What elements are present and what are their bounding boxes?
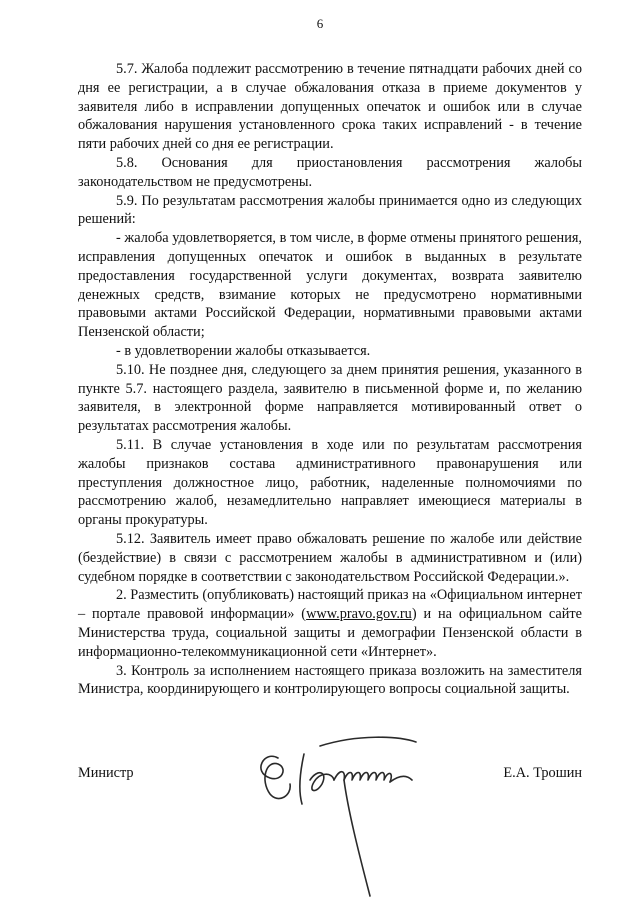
paragraph-5-12: 5.12. Заявитель имеет право обжаловать решение по жалобе или действие (бездействие) в связи с рассмотрением жалобы в административном и (или) судебном порядке в соответствии с законодательством Российской Федерации.». (78, 530, 582, 585)
document-body (78, 60, 582, 699)
handwritten-signature-icon (248, 720, 428, 900)
signatory-title: Министр (78, 765, 134, 781)
paragraph-5-7: 5.7. Жалоба подлежит рассмотрению в течение пятнадцати рабочих дней со дня ее регистрации, а в случае обжалования отказа в приеме документов у заявителя либо в исправлении допущенных опечаток и ошибок или в случае обжалования нарушения установленного срока таких исправлений - в течение пяти рабочих дней со дня ее регистрации. (78, 61, 582, 153)
paragraph-5-8: 5.8. Основания для приостановления рассмотрения жалобы законодательством не предусмотрены. (78, 154, 582, 190)
signature-block (78, 720, 582, 900)
page-number: 6 (316, 16, 324, 31)
pravo-link[interactable]: www.pravo.gov.ru (306, 606, 412, 623)
paragraph-5-10: 5.10. Не позднее дня, следующего за днем принятия решения, указанного в пункте 5.7. настоящего раздела, заявителю в письменной форме и, по желанию заявителя, в электронной форме направляется мотивированный ответ о результатах рассмотрения жалобы. (78, 361, 582, 435)
paragraph-5-9-option-refused: - в удовлетворении жалобы отказывается. (116, 342, 371, 359)
paragraph-2 (78, 586, 582, 661)
paragraph-2-text-before: 2. Разместить (опубликовать) настоящий приказ на «Официальном интернет – портале правовой информации» ( (78, 587, 582, 623)
paragraph-2-text-after: ) и на официальном сайте Министерства труда, социальной защиты и демографии Пензенской области в информационно-телекоммуникационной сети «Интернет». (78, 606, 582, 660)
paragraph-5-9: 5.9. По результатам рассмотрения жалобы принимается одно из следующих решений: (78, 192, 582, 228)
paragraph-3: 3. Контроль за исполнением настоящего приказа возложить на заместителя Министра, координирующего и контролирующего вопросы социальной защиты. (78, 662, 582, 698)
paragraph-5-11: 5.11. В случае установления в ходе или по результатам рассмотрения жалобы признаков состава административного правонарушения или преступления должностное лицо, работник, наделенные полномочиями по рассмотрению жалоб, незамедлительно направляет имеющиеся материалы в органы прокуратуры. (78, 436, 582, 529)
paragraph-5-9-option-satisfied: - жалоба удовлетворяется, в том числе, в форме отмены принятого решения, исправления допущенных опечаток и ошибок в выданных в результате предоставления государственной услуги документах, возврата заявителю денежных средств, взимание которых не предусмотрено нормативными правовыми актами Российской Федерации, нормативными правовыми актами Пензенской области; (78, 230, 582, 341)
signatory-name: Е.А. Трошин (503, 765, 582, 781)
